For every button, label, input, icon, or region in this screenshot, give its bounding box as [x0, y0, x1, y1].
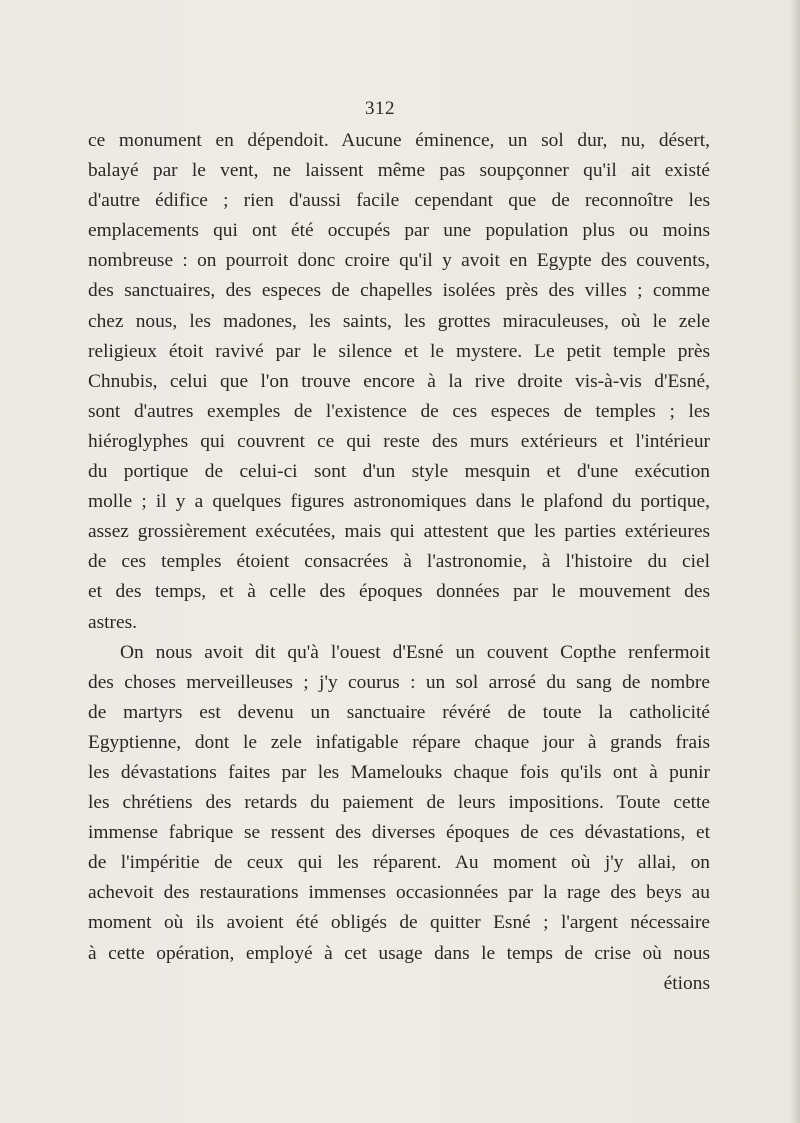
text-line: religieux étoit ravivé par le silence et le mystere. Le petit temple près: [88, 340, 710, 362]
text-line: assez grossièrement exécutées, mais qui attestent que les parties extérieures: [88, 521, 710, 543]
text-line: du portique de celui-ci sont d'un style mesquin et d'une exécution: [88, 461, 710, 483]
text-line: les chrétiens des retards du paiement de leurs impositions. Toute cette: [88, 792, 710, 814]
text-line: achevoit des restaurations immenses occasionnées par la rage des beys au: [88, 882, 710, 904]
text-line: moment où ils avoient été obligés de quitter Esné ; l'argent nécessaire: [88, 912, 710, 934]
body-text: [88, 126, 710, 999]
page-edge-shadow: [790, 0, 800, 1123]
text-line: de l'impéritie de ceux qui les réparent. Au moment où j'y allai, on: [88, 852, 710, 874]
catchword: étions: [663, 972, 710, 994]
text-line: On nous avoit dit qu'à l'ouest d'Esné un couvent Copthe renfermoit: [120, 641, 710, 663]
text-line: chez nous, les madones, les saints, les grottes miraculeuses, où le zele: [88, 310, 710, 332]
text-line: sont d'autres exemples de l'existence de ces especes de temples ; les: [88, 400, 710, 422]
text-line: de martyrs est devenu un sanctuaire révéré de toute la catholicité: [88, 701, 710, 723]
text-line: à cette opération, employé à cet usage dans le temps de crise où nous: [88, 942, 710, 964]
text-line: les dévastations faites par les Mamelouks chaque fois qu'ils ont à punir: [88, 761, 710, 783]
text-line: de ces temples étoient consacrées à l'astronomie, à l'histoire du ciel: [88, 551, 710, 573]
text-line: astres.: [88, 611, 137, 633]
text-line: et des temps, et à celle des époques données par le mouvement des: [88, 581, 710, 603]
text-line: des choses merveilleuses ; j'y courus : un sol arrosé du sang de nombre: [88, 671, 710, 693]
text-line: nombreuse : on pourroit donc croire qu'il y avoit en Egypte des couvents,: [88, 250, 710, 272]
text-line: molle ; il y a quelques figures astronomiques dans le plafond du portique,: [88, 491, 710, 513]
text-line: immense fabrique se ressent des diverses époques de ces dévastations, et: [88, 822, 710, 844]
text-line: Chnubis, celui que l'on trouve encore à la rive droite vis-à-vis d'Esné,: [88, 370, 710, 392]
text-line: Egyptienne, dont le zele infatigable répare chaque jour à grands frais: [88, 731, 710, 753]
text-line: d'autre édifice ; rien d'aussi facile cependant que de reconnoître les: [88, 190, 710, 212]
text-line: ce monument en dépendoit. Aucune éminence, un sol dur, nu, désert,: [88, 130, 710, 151]
text-line: hiéroglyphes qui couvrent ce qui reste des murs extérieurs et l'intérieur: [88, 430, 710, 452]
page-number: 312: [365, 98, 395, 119]
text-line: emplacements qui ont été occupés par une population plus ou moins: [88, 220, 710, 242]
text-line: des sanctuaires, des especes de chapelles isolées près des villes ; comme: [88, 280, 710, 302]
text-line: balayé par le vent, ne laissent même pas soupçonner qu'il ait existé: [88, 160, 710, 182]
